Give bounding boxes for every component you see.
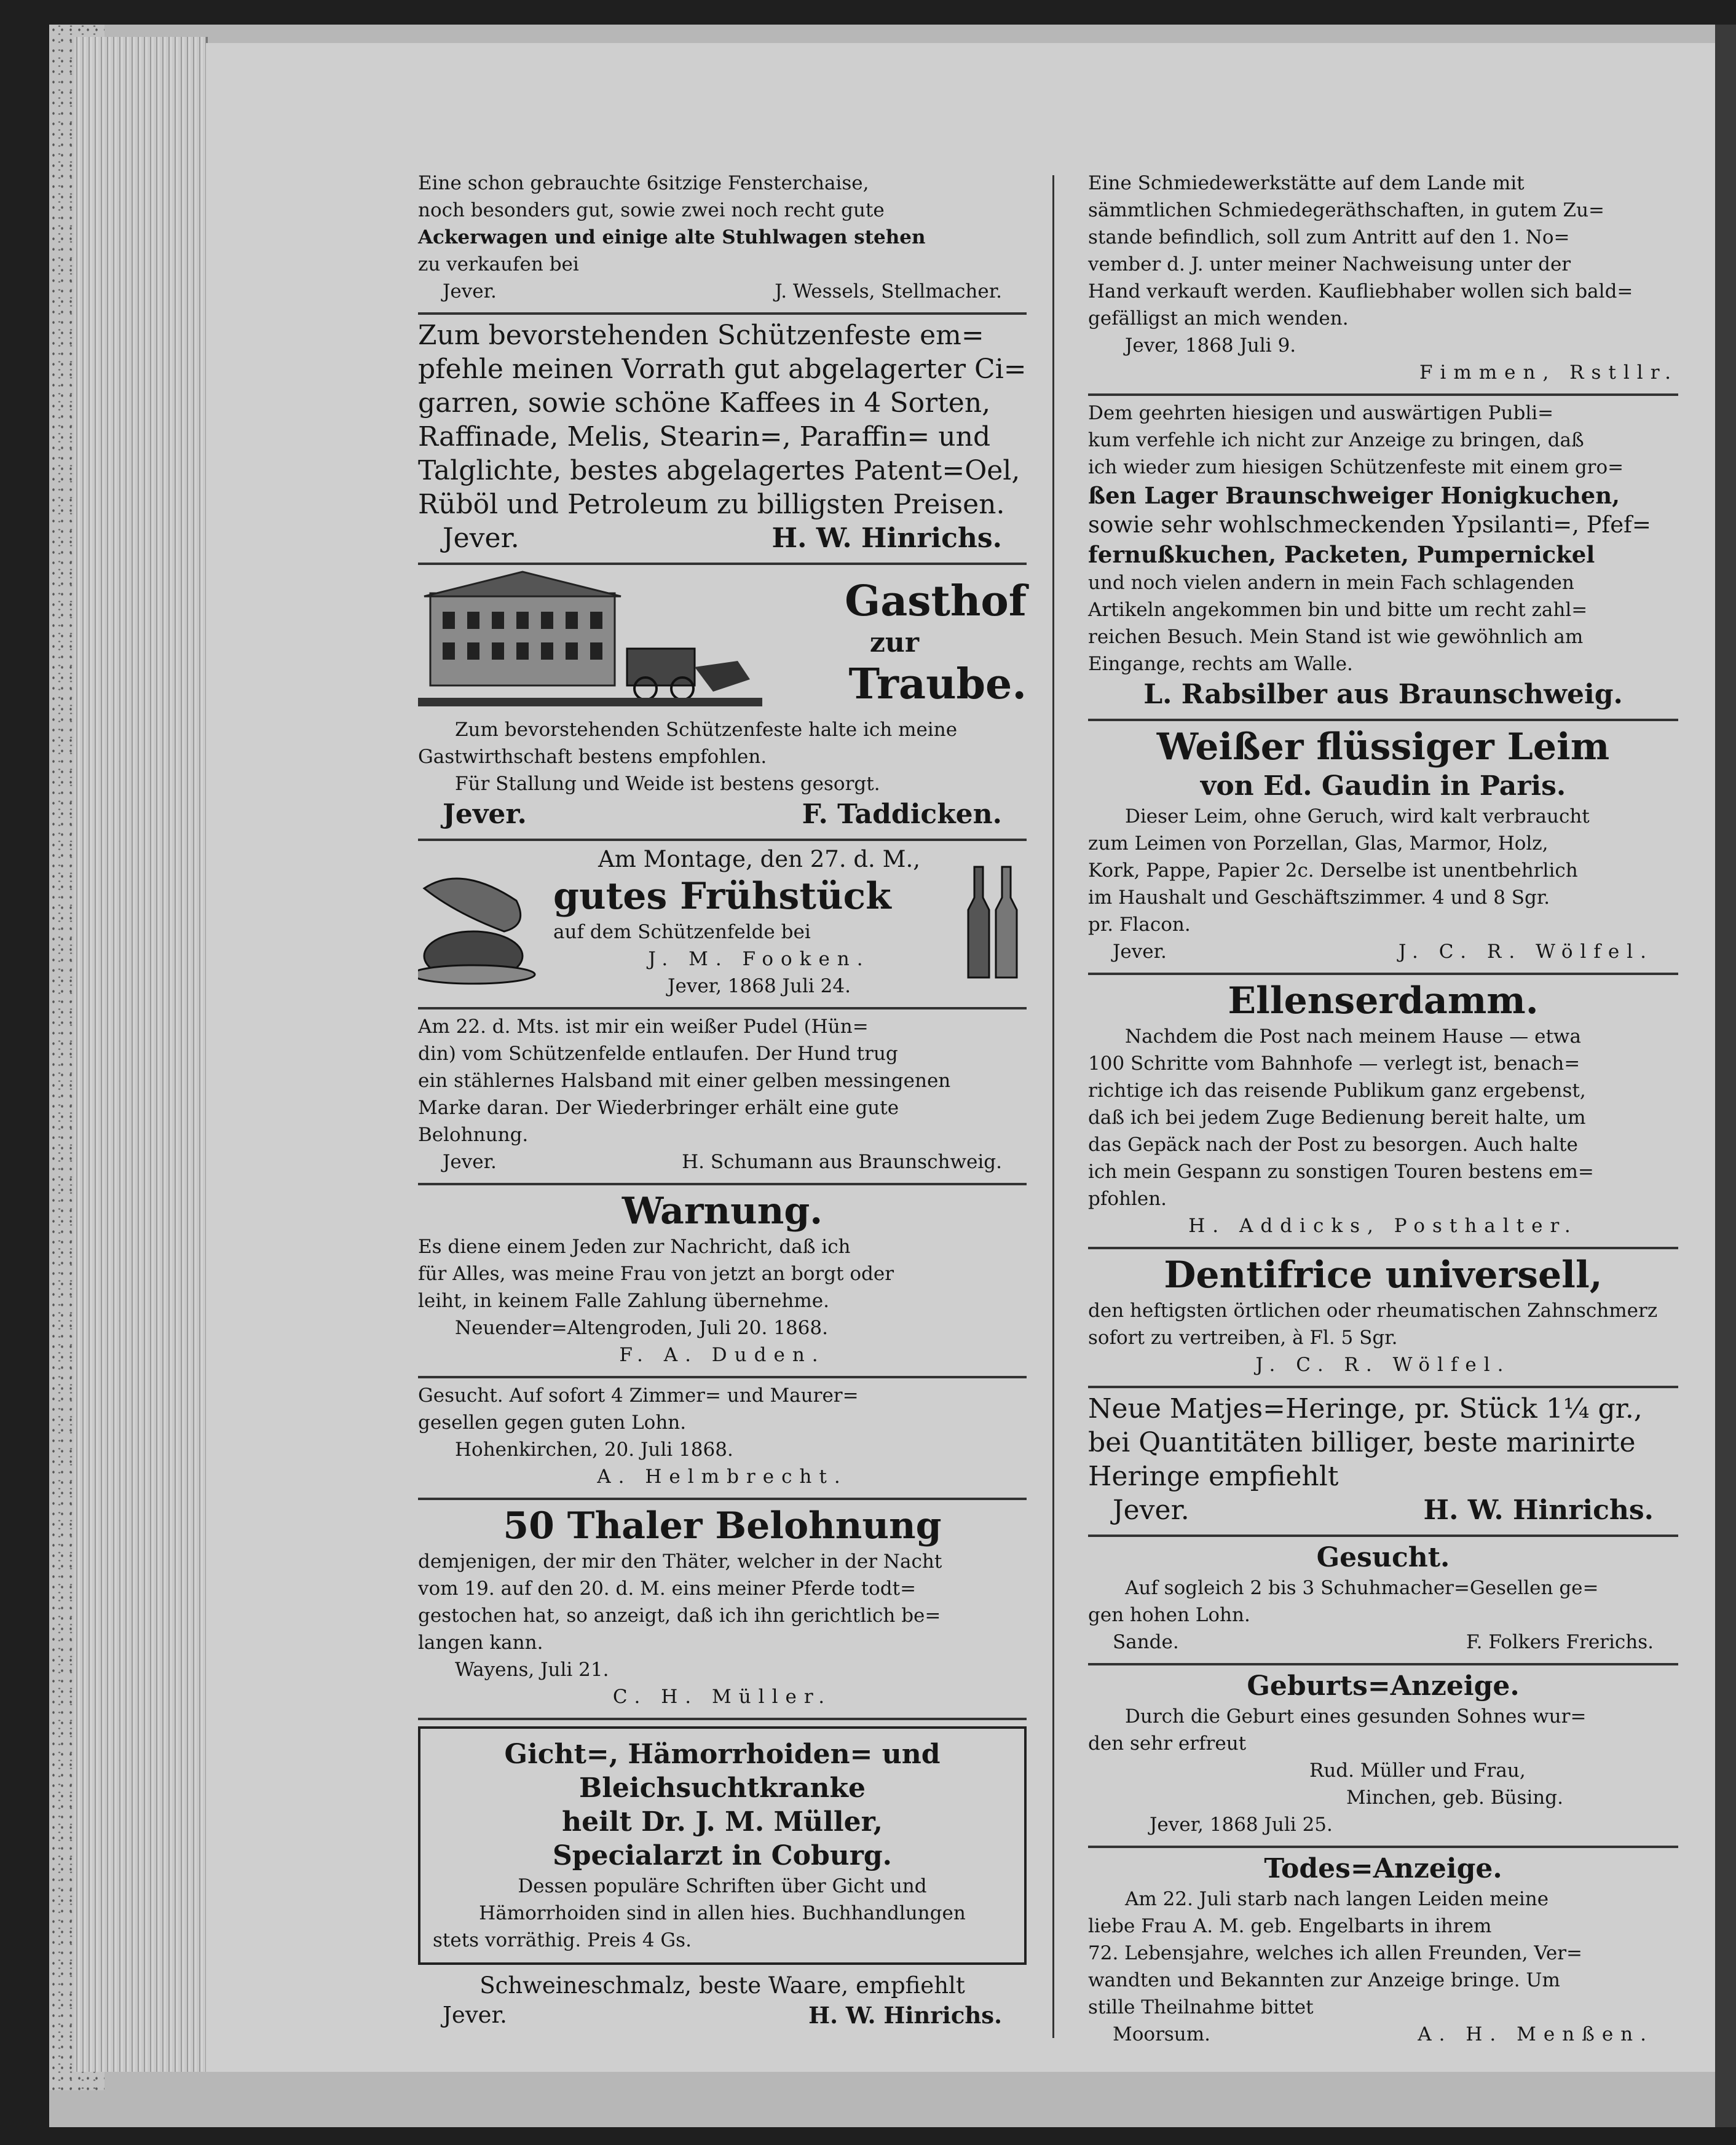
- ad-text: vember d. J. unter meiner Nachweisung unter der: [1088, 253, 1571, 275]
- ad-hinrichs-cigars: [418, 315, 1027, 565]
- ad-geburts-anzeige: [1088, 1665, 1678, 1848]
- ad-text: Es diene einem Jeden zur Nachricht, daß ich: [418, 1236, 851, 1258]
- ad-signature: J. C. R. Wölfel.: [1398, 941, 1654, 963]
- ad-place: Jever.: [1113, 941, 1167, 963]
- ad-text: Hand verkauft werden. Kaufliebhaber wollen sich bald=: [1088, 280, 1633, 302]
- ad-text: sämmtlichen Schmiedegeräthschaften, in gutem Zu=: [1088, 199, 1605, 221]
- ad-gesucht-schuhmacher: [1088, 1537, 1678, 1665]
- ad-todes-anzeige: [1088, 1848, 1678, 2048]
- ad-place: Jever.: [443, 523, 519, 554]
- ad-text: Hämorrhoiden sind in allen hies. Buchhandlungen: [479, 1902, 966, 1924]
- ad-text: richtige ich das reisende Publikum ganz ergebenst,: [1088, 1080, 1586, 1102]
- ad-signature: A. H. Menßen.: [1418, 2023, 1654, 2045]
- ad-text: auf dem Schützenfelde bei: [553, 921, 811, 943]
- ad-signature: A. Helmbrecht.: [597, 1466, 848, 1488]
- ad-text: reichen Besuch. Mein Stand ist wie gewöhnlich am: [1088, 626, 1584, 648]
- ad-text: Dessen populäre Schriften über Gicht und: [518, 1875, 927, 1897]
- book-page-edges: [74, 37, 208, 2072]
- ad-text: demjenigen, der mir den Thäter, welcher in der Nacht: [418, 1550, 942, 1573]
- ad-date: Jever, 1868 Juli 24.: [668, 975, 851, 997]
- ad-text: den heftigsten örtlichen oder rheumatischen Zahnschmerz: [1088, 1300, 1658, 1322]
- page-gutter: [1715, 25, 1736, 2127]
- ad-text: Dieser Leim, ohne Geruch, wird kalt verbraucht: [1125, 805, 1590, 828]
- ad-headline: Geburts=Anzeige.: [1247, 1670, 1520, 1702]
- ad-honigkuchen: [1088, 396, 1678, 721]
- ad-belohnung: [418, 1500, 1027, 1720]
- ad-text: gen hohen Lohn.: [1088, 1604, 1250, 1626]
- ad-signature: L. Rabsilber aus Braunschweig.: [1143, 679, 1623, 710]
- ad-text: Raffinade, Melis, Stearin=, Paraffin= und: [418, 421, 991, 452]
- ad-signature: Fimmen, Rstllr.: [1419, 361, 1678, 384]
- ad-headline: Warnung.: [621, 1190, 823, 1233]
- ad-text: stille Theilnahme bittet: [1088, 1996, 1314, 2018]
- ad-matjes-heringe: [1088, 1388, 1678, 1537]
- ad-text: bei Quantitäten billiger, beste marinirte: [1088, 1427, 1636, 1458]
- ad-headline: heilt Dr. J. M. Müller,: [562, 1806, 883, 1838]
- ad-headline: 50 Thaler Belohnung: [503, 1504, 942, 1547]
- ad-text: Gastwirthschaft bestens empfohlen.: [418, 746, 767, 768]
- ad-signature: Rud. Müller und Frau,: [1309, 1760, 1526, 1782]
- ad-headline: Gicht=, Hämorrhoiden= und: [504, 1739, 941, 1770]
- ad-text: Neue Matjes=Heringe, pr. Stück 1¼ gr.,: [1088, 1393, 1643, 1424]
- ad-text: Marke daran. Der Wiederbringer erhält eine gute: [418, 1097, 899, 1119]
- ad-text: Talglichte, bestes abgelagertes Patent=Oel,: [418, 455, 1020, 486]
- ad-text: Zum bevorstehenden Schützenfeste em=: [418, 320, 984, 351]
- ad-headline: Ellenserdamm.: [1228, 979, 1539, 1022]
- ad-signature: F. Folkers Frerichs.: [1466, 1631, 1654, 1653]
- ad-text: zu verkaufen bei: [418, 253, 579, 275]
- ad-signature: J. Wessels, Stellmacher.: [775, 280, 1002, 302]
- ad-text: kum verfehle ich nicht zur Anzeige zu bringen, daß: [1088, 429, 1584, 451]
- ad-signature: F. Taddicken.: [802, 799, 1002, 830]
- ad-place: Jever.: [443, 2002, 507, 2028]
- ad-text: Artikeln angekommen bin und bitte um recht zahl=: [1088, 599, 1588, 621]
- ad-text: liebe Frau A. M. geb. Engelbarts in ihrem: [1088, 1915, 1492, 1937]
- ad-text: noch besonders gut, sowie zwei noch recht gute: [418, 199, 885, 221]
- ad-place: Sande.: [1113, 1631, 1179, 1653]
- ad-gesucht-maurer: [418, 1378, 1027, 1500]
- ad-text: Am 22. Juli starb nach langen Leiden meine: [1125, 1888, 1549, 1910]
- ad-text: zum Leimen von Porzellan, Glas, Marmor, Holz,: [1088, 832, 1549, 855]
- ad-text: Kork, Pappe, Papier 2c. Derselbe ist unentbehrlich: [1088, 859, 1578, 882]
- ad-ellenserdamm: [1088, 975, 1678, 1249]
- ad-fensterchaise: [418, 166, 1027, 315]
- ad-text: sowie sehr wohlschmeckenden Ypsilanti=, Pfef=: [1088, 512, 1651, 538]
- ad-date: Neuender=Altengroden, Juli 20. 1868.: [455, 1317, 828, 1339]
- ad-text: Am Montage, den 27. d. M.,: [598, 846, 920, 872]
- ad-headline: Gesucht.: [1316, 1542, 1450, 1573]
- ad-text: 72. Lebensjahre, welches ich allen Freunden, Ver=: [1088, 1942, 1583, 1964]
- ad-text: stande befindlich, soll zum Antritt auf den 1. No=: [1088, 226, 1570, 248]
- ad-gasthof-traube: [418, 565, 1027, 841]
- ad-subheadline: von Ed. Gaudin in Paris.: [1200, 770, 1566, 802]
- ad-text: Heringe empfiehlt: [1088, 1461, 1339, 1492]
- ad-text: garren, sowie schöne Kaffees in 4 Sorten,: [418, 387, 991, 419]
- ad-signature: C. H. Müller.: [612, 1686, 832, 1708]
- ad-text: sofort zu vertreiben, à Fl. 5 Sgr.: [1088, 1327, 1398, 1349]
- food-illustration-icon: [418, 851, 553, 993]
- ad-text: ßen Lager Braunschweiger Honigkuchen,: [1088, 482, 1620, 509]
- ad-signature: H. Schumann aus Braunschweig.: [682, 1151, 1002, 1173]
- right-column: [1088, 166, 1678, 2048]
- column-divider: [1052, 175, 1054, 2038]
- ad-text: für Alles, was meine Frau von jetzt an borgt oder: [418, 1263, 894, 1285]
- ad-text: Auf sogleich 2 bis 3 Schuhmacher=Gesellen ge=: [1125, 1577, 1599, 1599]
- ad-text: gesellen gegen guten Lohn.: [418, 1412, 687, 1434]
- ad-headline: Todes=Anzeige.: [1264, 1853, 1502, 1884]
- ad-text: Belohnung.: [418, 1124, 529, 1146]
- ad-dr-mueller-box: [418, 1726, 1027, 1965]
- ad-headline: Specialarzt in Coburg.: [553, 1840, 892, 1871]
- ad-signature: H. W. Hinrichs.: [1423, 1495, 1654, 1526]
- ad-text: ich mein Gespann zu sonstigen Touren bestens em=: [1088, 1161, 1594, 1183]
- ad-text: vom 19. auf den 20. d. M. eins meiner Pferde todt=: [418, 1578, 917, 1600]
- ad-pudel: [418, 1009, 1027, 1185]
- ad-place: Jever.: [443, 280, 497, 302]
- inn-illustration-icon: [418, 569, 762, 716]
- ad-date: Wayens, Juli 21.: [455, 1659, 609, 1681]
- ad-text: Gesucht. Auf sofort 4 Zimmer= und Maurer=: [418, 1385, 859, 1407]
- ad-schweineschmalz: [418, 1971, 1027, 2030]
- ad-text: pr. Flacon.: [1088, 914, 1191, 936]
- ad-headline: Dentifrice universell,: [1164, 1254, 1603, 1297]
- ad-fruehstueck: [418, 841, 1027, 1009]
- ad-text: Durch die Geburt eines gesunden Sohnes wur=: [1125, 1705, 1587, 1728]
- ad-schmiedewerkstaette: [1088, 166, 1678, 396]
- bottles-icon: [965, 861, 1027, 984]
- ad-date: Jever, 1868 Juli 25.: [1150, 1814, 1333, 1836]
- ad-text: wandten und Bekannten zur Anzeige bringe. Um: [1088, 1969, 1560, 1991]
- ad-signature: H. W. Hinrichs.: [808, 2002, 1002, 2029]
- ad-text: im Haushalt und Geschäftszimmer. 4 und 8 Sgr.: [1088, 887, 1550, 909]
- ad-headline: zur: [869, 626, 920, 658]
- ad-date: Jever, 1868 Juli 9.: [1125, 334, 1296, 357]
- ad-signature: J. M. Fooken.: [648, 948, 870, 970]
- ad-place: Jever.: [1113, 1495, 1190, 1526]
- ad-warnung: [418, 1185, 1027, 1378]
- ad-text: pfohlen.: [1088, 1188, 1167, 1210]
- left-column: [418, 166, 1027, 2030]
- ad-text: Am 22. d. Mts. ist mir ein weißer Pudel (Hün=: [418, 1016, 869, 1038]
- ad-text: leiht, in keinem Falle Zahlung übernehme.: [418, 1290, 829, 1312]
- ad-dentifrice: [1088, 1249, 1678, 1388]
- ad-text: daß ich bei jedem Zuge Bedienung bereit halte, um: [1088, 1107, 1586, 1129]
- ad-place: Jever.: [443, 1151, 497, 1173]
- ad-signature: Minchen, geb. Büsing.: [1346, 1787, 1563, 1809]
- ad-text: Rüböl und Petroleum zu billigsten Preisen.: [418, 489, 1005, 520]
- ad-text: ein stählernes Halsband mit einer gelben messingenen: [418, 1070, 951, 1092]
- ad-text: und noch vielen andern in mein Fach schlagenden: [1088, 572, 1574, 594]
- ad-text: Dem geehrten hiesigen und auswärtigen Publi=: [1088, 402, 1554, 424]
- ad-text: pfehle meinen Vorrath gut abgelagerter Ci=: [418, 354, 1027, 385]
- ad-text: fernußkuchen, Packeten, Pumpernickel: [1088, 541, 1595, 568]
- ad-date: Hohenkirchen, 20. Juli 1868.: [455, 1439, 733, 1461]
- ad-text: Ackerwagen und einige alte Stuhlwagen stehen: [418, 226, 926, 248]
- ad-text: Schweineschmalz, beste Waare, empfiehlt: [479, 1972, 965, 1999]
- ad-text: 100 Schritte vom Bahnhofe — verlegt ist, benach=: [1088, 1053, 1580, 1075]
- ad-headline: Gasthof: [845, 576, 1027, 626]
- ad-place: Moorsum.: [1113, 2023, 1211, 2045]
- ad-text: Eine Schmiedewerkstätte auf dem Lande mit: [1088, 172, 1525, 194]
- ad-headline: Traube.: [848, 659, 1027, 709]
- ad-text: Nachdem die Post nach meinem Hause — etwa: [1125, 1025, 1581, 1048]
- ad-signature: J. C. R. Wölfel.: [1255, 1354, 1511, 1376]
- ad-text: gestochen hat, so anzeigt, daß ich ihn gerichtlich be=: [418, 1605, 941, 1627]
- ad-signature: H. Addicks, Posthalter.: [1188, 1215, 1578, 1237]
- ad-place: Jever.: [443, 799, 527, 830]
- ad-signature: F. A. Duden.: [619, 1344, 826, 1366]
- ad-signature: H. W. Hinrichs.: [771, 523, 1002, 554]
- ad-text: langen kann.: [418, 1632, 543, 1654]
- ad-text: gefälligst an mich wenden.: [1088, 307, 1349, 330]
- ad-headline: gutes Frühstück: [553, 875, 891, 918]
- ad-text: Eine schon gebrauchte 6sitzige Fensterchaise,: [418, 172, 869, 194]
- ad-text: stets vorräthig. Preis 4 Gs.: [433, 1929, 692, 1951]
- ad-text: Für Stallung und Weide ist bestens gesorgt.: [455, 773, 880, 795]
- ad-text: din) vom Schützenfelde entlaufen. Der Hund trug: [418, 1043, 898, 1065]
- ad-leim: [1088, 721, 1678, 975]
- ad-headline: Bleichsuchtkranke: [579, 1772, 866, 1804]
- ad-text: Eingange, rechts am Walle.: [1088, 653, 1353, 675]
- ad-headline: Weißer flüssiger Leim: [1156, 725, 1610, 768]
- ad-text: ich wieder zum hiesigen Schützenfeste mit einem gro=: [1088, 456, 1624, 478]
- ad-text: das Gepäck nach der Post zu besorgen. Auch halte: [1088, 1134, 1578, 1156]
- ad-text: den sehr erfreut: [1088, 1732, 1247, 1755]
- ad-text: Zum bevorstehenden Schützenfeste halte ich meine: [455, 719, 958, 741]
